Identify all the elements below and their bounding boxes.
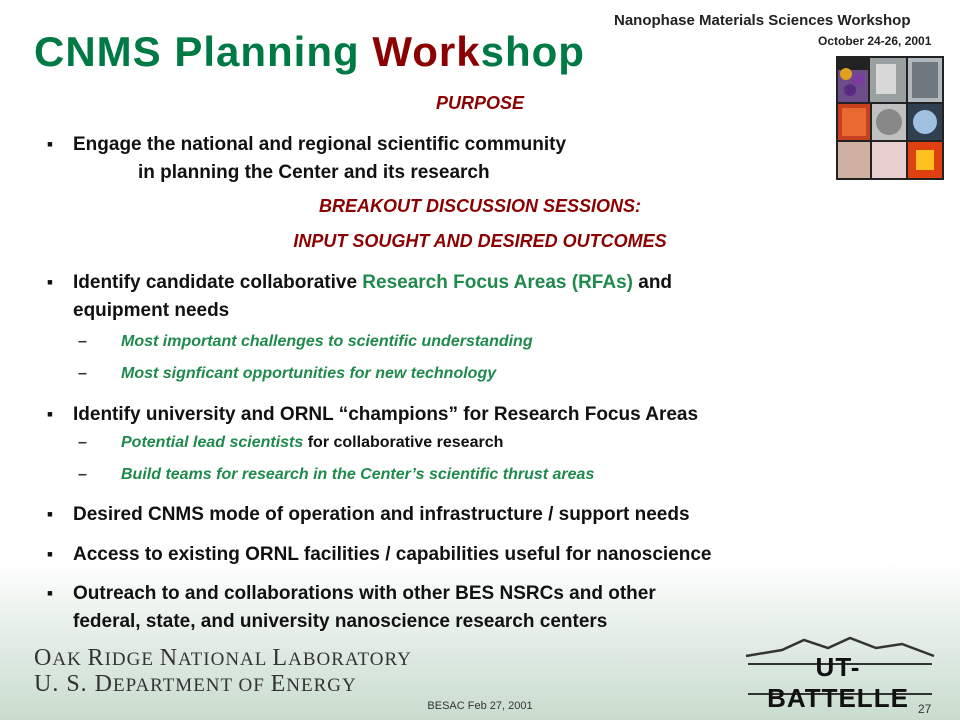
dash-icon: – bbox=[78, 365, 87, 382]
purpose-bullet bbox=[40, 129, 920, 191]
doe-letter: E bbox=[270, 671, 287, 697]
ornl-text: ATIONAL bbox=[178, 649, 273, 670]
workshop-name: Nanophase Materials Sciences Workshop bbox=[614, 12, 911, 29]
bullet-icon: ▪ bbox=[46, 544, 54, 564]
ornl-logo-text bbox=[34, 646, 412, 698]
title-accent-ork: ork bbox=[412, 28, 481, 75]
ornl-letter: O bbox=[34, 645, 53, 671]
bullet-outreach bbox=[40, 578, 920, 640]
doe-text: NERGY bbox=[286, 675, 357, 696]
ornl-line-2 bbox=[34, 672, 412, 698]
lead-scientists-highlight: Potential lead scientists bbox=[121, 434, 304, 451]
bullet-text-line-2: federal, state, and university nanoscience research centers bbox=[73, 611, 608, 632]
sub-item-lead-scientists bbox=[78, 432, 878, 454]
ut-battelle-logo-text: UT-BATTELLE bbox=[767, 652, 909, 713]
breakout-heading-1: BREAKOUT DISCUSSION SESSIONS: bbox=[318, 196, 642, 216]
bullet-champions-text: Identify university and ORNL “champions” for Research Focus Areas bbox=[73, 404, 699, 425]
sub-item-opportunities bbox=[78, 363, 878, 385]
sub-item-text: Most signficant opportunities for new technology bbox=[121, 365, 497, 382]
ornl-text: IDGE bbox=[104, 649, 160, 670]
bullet-icon: ▪ bbox=[46, 134, 54, 154]
ornl-letter: R bbox=[87, 645, 105, 671]
bullet-champions bbox=[40, 399, 920, 430]
bullet-text: Access to existing ORNL facilities / capabilities useful for nanoscience bbox=[73, 544, 712, 565]
breakout-heading-2: INPUT SOUGHT AND DESIRED OUTCOMES bbox=[293, 231, 667, 251]
ornl-letter: L bbox=[272, 645, 289, 671]
meeting-footer: BESAC Feb 27, 2001 bbox=[427, 700, 533, 712]
bullet-icon: ▪ bbox=[46, 272, 54, 292]
purpose-line-1: Engage the national and regional scientific community bbox=[73, 134, 567, 155]
ornl-letter: N bbox=[159, 645, 179, 671]
sub-item-text: for collaborative research bbox=[303, 434, 504, 451]
doe-text: EPARTMENT OF bbox=[113, 675, 271, 696]
bullet-text: Desired CNMS mode of operation and infrastructure / support needs bbox=[73, 504, 690, 525]
ornl-text: ABORATORY bbox=[288, 649, 412, 670]
ornl-line-1 bbox=[34, 646, 412, 672]
title-shop: shop bbox=[480, 28, 585, 75]
sub-item-text: Most important challenges to scientific understanding bbox=[121, 333, 533, 350]
bullet-rfa-line-2: equipment needs bbox=[73, 300, 230, 321]
bullet-mode-of-operation bbox=[40, 499, 920, 530]
bullet-rfa bbox=[40, 267, 920, 329]
dash-icon: – bbox=[78, 333, 87, 350]
bullet-icon: ▪ bbox=[46, 504, 54, 524]
slide-title bbox=[34, 28, 585, 76]
doe-letter: U. S. D bbox=[34, 671, 114, 697]
bullet-rfa-text: Identify candidate collaborative bbox=[73, 272, 363, 293]
bullet-icon: ▪ bbox=[46, 583, 54, 603]
title-text: CNMS Planning bbox=[34, 28, 373, 75]
bullet-icon: ▪ bbox=[46, 404, 54, 424]
purpose-heading: PURPOSE bbox=[435, 93, 525, 113]
sub-item-challenges bbox=[78, 331, 878, 353]
dash-icon: – bbox=[78, 434, 87, 451]
sub-item-build-teams bbox=[78, 464, 878, 486]
ornl-text: AK bbox=[52, 649, 88, 670]
bullet-rfa-and: and bbox=[632, 272, 673, 293]
dash-icon: – bbox=[78, 466, 87, 483]
purpose-line-2: in planning the Center and its research bbox=[138, 162, 490, 183]
page-number: 27 bbox=[918, 702, 932, 716]
bullet-text-line-1: Outreach to and collaborations with other BES NSRCs and other bbox=[73, 583, 656, 604]
title-accent-w: W bbox=[372, 28, 413, 75]
sub-item-text: Build teams for research in the Center’s scientific thrust areas bbox=[121, 466, 595, 483]
workshop-date: October 24-26, 2001 bbox=[818, 34, 932, 48]
bullet-access-facilities bbox=[40, 539, 920, 570]
rfa-highlight: Research Focus Areas (RFAs) bbox=[362, 272, 633, 293]
